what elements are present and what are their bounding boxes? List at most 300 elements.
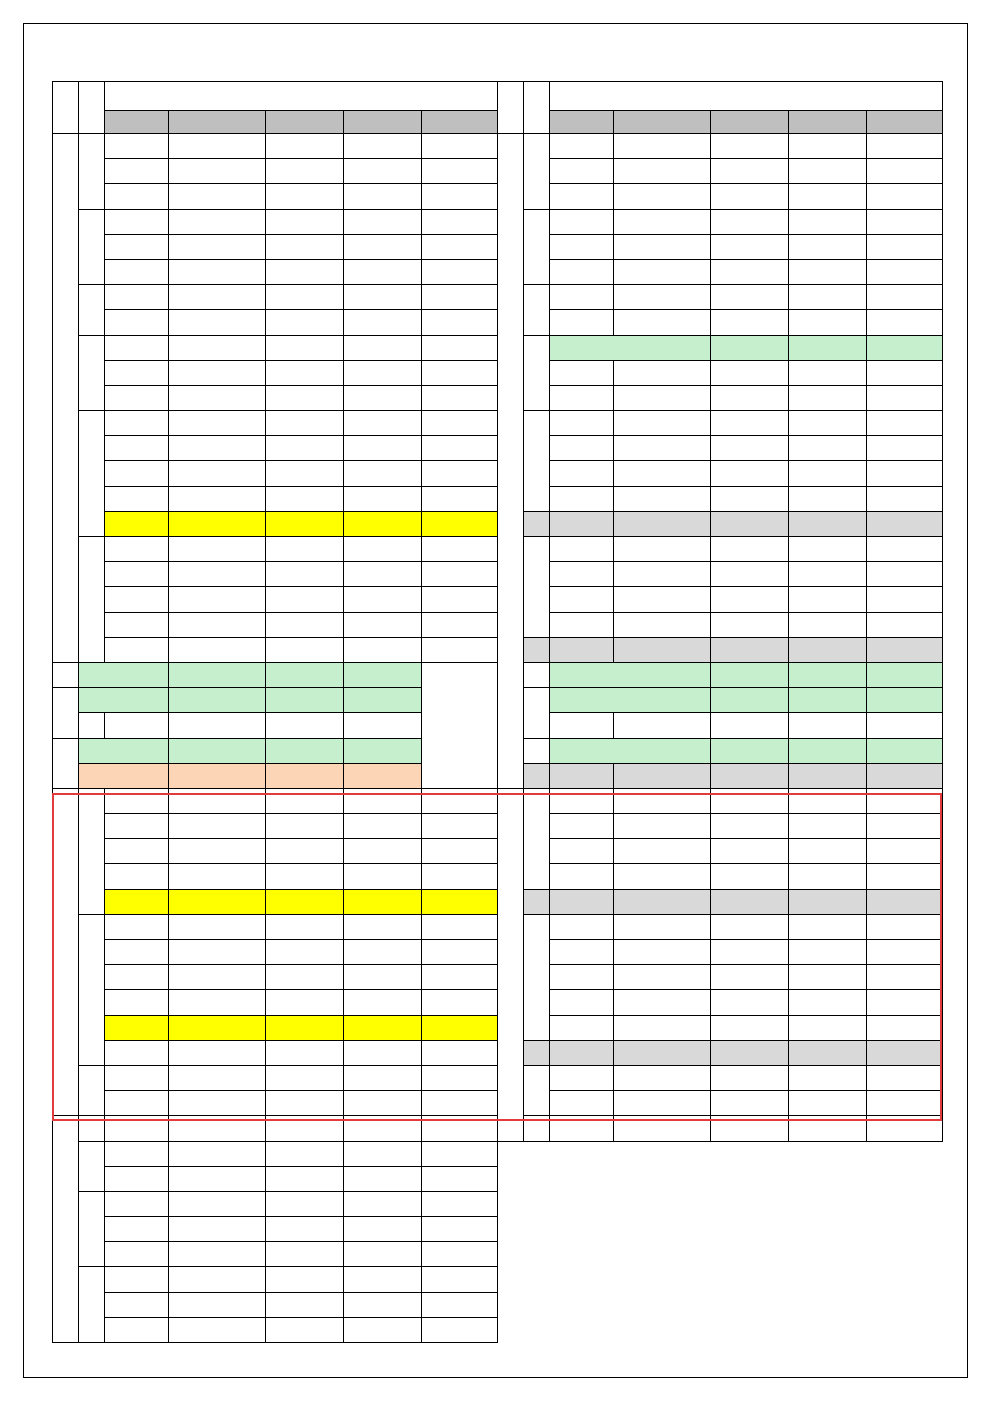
table-row [53,411,498,436]
time-slot [53,738,79,788]
table-row [498,839,943,864]
capacity [266,688,344,713]
progress [614,940,711,965]
class-name [105,965,169,990]
time-slot [79,209,105,285]
note [422,965,498,990]
instructor [711,839,789,864]
table-row [498,1091,943,1116]
capacity [789,889,867,914]
table-row [498,814,943,839]
instructor [711,1091,789,1116]
class-name [550,990,614,1015]
class-name [550,1040,614,1065]
class-name [105,562,169,587]
class-name [105,1091,169,1116]
progress [105,713,169,738]
capacity [344,1242,422,1267]
table-row [53,662,498,687]
instructor [711,134,789,159]
schedule-title-tt [550,82,943,111]
progress [614,209,711,234]
class-aquarobic [79,763,169,788]
table-row [53,688,498,713]
capacity [789,335,867,360]
instructor [266,1141,344,1166]
instructor [169,738,266,763]
class-name [105,335,169,360]
progress [169,184,266,209]
class-name [105,411,169,436]
instructor [711,1040,789,1065]
progress [169,839,266,864]
col-note [867,111,943,134]
table-row [53,1091,498,1116]
capacity [344,234,422,259]
capacity [344,1166,422,1191]
table-row [498,864,943,889]
table-row [53,537,498,562]
class-name [105,259,169,284]
time-slot [524,788,550,889]
instructor [266,1166,344,1191]
capacity [344,788,422,813]
progress [614,436,711,461]
table-row [498,763,943,788]
class-name [105,159,169,184]
capacity [344,511,422,536]
capacity [789,537,867,562]
time-slot [524,537,550,638]
note [867,662,943,687]
class-name [550,234,614,259]
progress [169,285,266,310]
capacity [789,1091,867,1116]
progress [614,461,711,486]
instructor [266,1040,344,1065]
progress [614,637,711,662]
class-name [550,461,614,486]
class-name [550,159,614,184]
note [422,889,498,914]
instructor [266,1292,344,1317]
note [422,1242,498,1267]
col-note [422,111,498,134]
progress [614,612,711,637]
table-row [53,1317,498,1342]
note [867,335,943,360]
note [422,1116,498,1141]
instructor [711,259,789,284]
progress [169,1242,266,1267]
table-row [53,1242,498,1267]
table-row [498,461,943,486]
instructor [266,134,344,159]
time-slot [79,134,105,210]
note [422,990,498,1015]
table-row [498,688,943,713]
instructor [169,713,266,738]
capacity [266,738,344,763]
class-name [550,1015,614,1040]
capacity [344,259,422,284]
class-name [550,1116,614,1141]
class-name [105,310,169,335]
note [867,159,943,184]
class-name [105,360,169,385]
capacity [789,637,867,662]
table-row [498,310,943,335]
progress [169,612,266,637]
class-name [105,1040,169,1065]
progress [614,537,711,562]
progress [169,587,266,612]
instructor [266,612,344,637]
class-name [105,511,169,536]
progress [614,839,711,864]
time-slot [524,134,550,210]
note [422,1015,498,1040]
progress [169,562,266,587]
progress [169,1191,266,1216]
note [422,914,498,939]
class-name [550,713,614,738]
class-name [105,914,169,939]
progress [614,562,711,587]
capacity [789,1065,867,1090]
instructor [711,511,789,536]
capacity [344,1191,422,1216]
table-row [53,763,498,788]
note [867,738,943,763]
table-row [498,209,943,234]
capacity [344,209,422,234]
note [867,461,943,486]
note [867,587,943,612]
capacity [789,788,867,813]
table-row [53,1292,498,1317]
instructor [266,1267,344,1292]
note [422,1217,498,1242]
instructor [711,461,789,486]
table-row [498,259,943,284]
class-name [550,562,614,587]
col-progress [169,111,266,134]
time-slot [79,788,105,914]
table-row [498,914,943,939]
col-instructor [266,111,344,134]
table-row [498,385,943,410]
table-row [53,1166,498,1191]
table-row [53,209,498,234]
table-row [498,184,943,209]
instructor [266,587,344,612]
time-slot [524,1116,550,1141]
class-name [105,637,169,662]
time-slot [524,688,550,738]
progress [614,587,711,612]
instructor [266,788,344,813]
table-row [498,990,943,1015]
capacity [344,637,422,662]
class-name [550,134,614,159]
progress [169,411,266,436]
capacity [789,612,867,637]
saturday-label [524,511,550,536]
instructor [711,562,789,587]
instructor [266,461,344,486]
capacity [789,562,867,587]
progress [614,511,711,536]
capacity [789,360,867,385]
capacity [789,864,867,889]
note [344,688,422,713]
table-row [53,385,498,410]
col-class-name [550,111,614,134]
note [422,511,498,536]
capacity [344,1116,422,1141]
class-name [550,511,614,536]
table-row [53,914,498,939]
progress [614,788,711,813]
class-name [105,1267,169,1292]
note [867,184,943,209]
capacity [344,990,422,1015]
progress [169,134,266,159]
instructor [266,209,344,234]
progress [169,436,266,461]
progress [169,1040,266,1065]
group-adult [53,134,79,663]
capacity [789,990,867,1015]
instructor [266,411,344,436]
class-name [550,940,614,965]
progress [169,1292,266,1317]
capacity [344,814,422,839]
instructor [266,184,344,209]
time-slot [79,1141,105,1191]
instructor [711,814,789,839]
capacity [344,385,422,410]
instructor [266,537,344,562]
class-aquarobic [79,688,169,713]
col-class-name [105,111,169,134]
class-name [105,612,169,637]
note [867,234,943,259]
table-row [498,159,943,184]
instructor [711,537,789,562]
note [867,763,943,788]
capacity [344,134,422,159]
time-slot [524,914,550,1040]
class-name [105,889,169,914]
progress [614,914,711,939]
progress [614,259,711,284]
note [422,814,498,839]
instructor [266,1217,344,1242]
instructor [266,914,344,939]
time-slot [524,335,550,411]
table-row [53,637,498,662]
note [422,1141,498,1166]
time-slot [79,914,105,1065]
class-name [105,209,169,234]
capacity [789,511,867,536]
instructor [711,209,789,234]
instructor [266,360,344,385]
progress [614,814,711,839]
capacity [344,1292,422,1317]
time-slot [79,1267,105,1343]
note [867,259,943,284]
note [422,461,498,486]
capacity [266,662,344,687]
table-row [498,637,943,662]
note [867,864,943,889]
note [422,184,498,209]
capacity [344,1267,422,1292]
class-name [105,1217,169,1242]
capacity [789,814,867,839]
table-row [53,511,498,536]
schedule-title-mwf [105,82,498,111]
table-row [53,335,498,360]
instructor [266,159,344,184]
class-name [550,889,614,914]
capacity [789,965,867,990]
capacity [344,965,422,990]
class-aquarobic [550,738,711,763]
table-row [498,587,943,612]
progress [169,360,266,385]
note [867,965,943,990]
progress [169,159,266,184]
instructor [711,965,789,990]
progress [614,134,711,159]
note [867,1015,943,1040]
class-name [105,134,169,159]
note [422,436,498,461]
saturday-label [524,889,550,914]
progress [614,385,711,410]
table-row [498,612,943,637]
instructor [266,814,344,839]
capacity [789,1040,867,1065]
note [422,1065,498,1090]
instructor [266,486,344,511]
note [867,940,943,965]
note [867,511,943,536]
note [867,537,943,562]
table-row [498,486,943,511]
class-name [105,1166,169,1191]
instructor [266,1317,344,1342]
instructor [711,159,789,184]
progress [169,940,266,965]
table-row [53,360,498,385]
progress [169,259,266,284]
table-row [53,864,498,889]
time-slot [524,662,550,687]
note [867,839,943,864]
note [422,788,498,813]
table-row [53,310,498,335]
instructor [711,234,789,259]
table-row [498,1015,943,1040]
instructor [266,259,344,284]
class-aquarobic [79,662,169,687]
time-header [524,82,550,134]
progress [169,1317,266,1342]
instructor [711,637,789,662]
group-adult [498,134,524,789]
progress [614,864,711,889]
instructor [711,335,789,360]
page-title [95,44,895,78]
table-row [53,738,498,763]
note [422,385,498,410]
time-slot [53,688,79,738]
progress [614,1091,711,1116]
note [422,411,498,436]
capacity [344,285,422,310]
target-header [498,82,524,134]
class-name [550,411,614,436]
class-name [105,486,169,511]
capacity [344,587,422,612]
class-name [550,184,614,209]
note [867,436,943,461]
class-name [105,234,169,259]
table-row [53,814,498,839]
progress [169,537,266,562]
progress [169,637,266,662]
table-row [53,1141,498,1166]
instructor [711,310,789,335]
progress [169,209,266,234]
class-name [105,788,169,813]
instructor [169,688,266,713]
note [422,839,498,864]
col-capacity [789,111,867,134]
capacity [344,184,422,209]
class-name [550,788,614,813]
note [422,562,498,587]
instructor [266,990,344,1015]
target-header [53,82,79,134]
table-row [498,1065,943,1090]
capacity [789,738,867,763]
table-row [498,537,943,562]
table-row [498,738,943,763]
instructor [711,688,789,713]
table-row [53,889,498,914]
table-row [53,1040,498,1065]
note [867,310,943,335]
progress [169,914,266,939]
time-slot [79,1116,105,1141]
note [867,385,943,410]
instructor [711,360,789,385]
table-row [53,587,498,612]
table-row [53,1015,498,1040]
table-row [498,134,943,159]
table-row [498,360,943,385]
progress [169,511,266,536]
class-name [79,713,105,738]
time-slot [79,285,105,335]
class-aquarobic [79,738,169,763]
